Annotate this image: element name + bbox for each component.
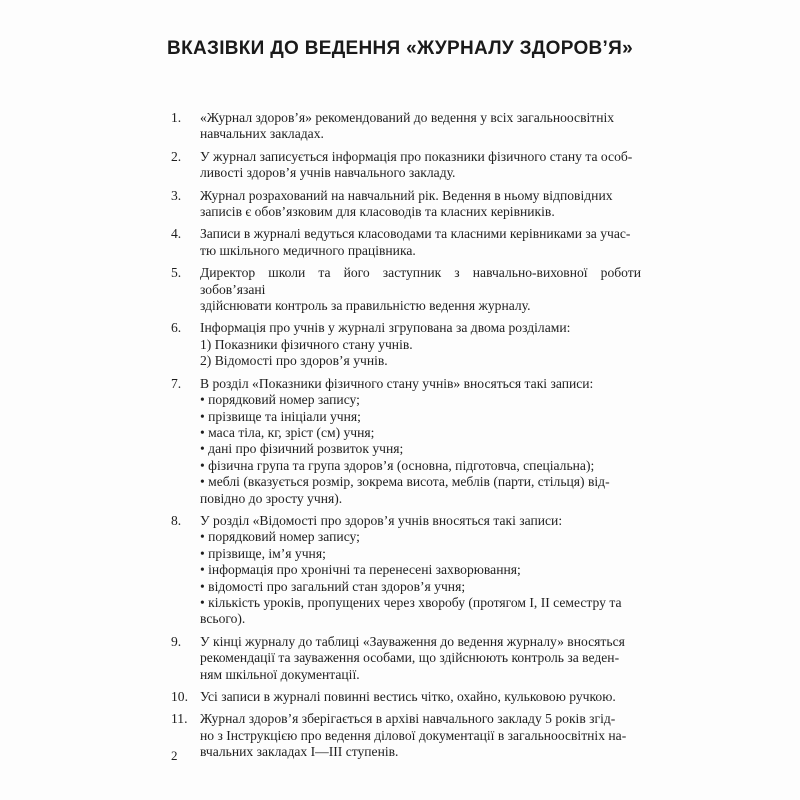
item-line: Журнал здоров’я зберігається в архіві навчального закладу 5 років згід-: [200, 711, 616, 727]
item-line: • інформація про хронічні та перенесені захворювання;: [200, 562, 521, 578]
item-line: вчальних закладах І—ІІІ ступенів.: [200, 744, 399, 760]
item-line: но з Інструкцією про ведення ділової документації в загальноосвітніх на-: [200, 727, 627, 743]
list-item: [171, 711, 641, 760]
item-number: 1.: [171, 110, 182, 125]
item-line: У розділ «Відомості про здоров’я учнів вносяться такі записи:: [200, 512, 563, 528]
item-number: 9.: [171, 633, 182, 649]
item-line: Директор школи та його заступник з навчально-виховної роботи зобов’язані: [200, 265, 641, 297]
item-line: ливості здоров’я учнів навчального закладу.: [200, 165, 456, 181]
item-line: всього).: [200, 611, 246, 627]
item-line: Усі записи в журналі повинні вестись чітко, охайно, кульковою ручкою.: [200, 689, 616, 704]
item-text: [200, 634, 641, 683]
page-number: 2: [171, 748, 178, 763]
item-line: Інформація про учнів у журналі згрупована за двома розділами:: [200, 320, 571, 336]
instructions-list: [171, 110, 641, 767]
list-item: [171, 265, 641, 314]
item-text: [200, 265, 641, 314]
list-item: [171, 188, 641, 221]
item-text: [200, 226, 641, 259]
list-item: [171, 110, 641, 143]
item-text: [200, 110, 641, 143]
list-item: [171, 226, 641, 259]
item-line: • кількість уроків, пропущених через хворобу (протягом І, ІІ семестру та: [200, 594, 622, 610]
item-line: • прізвище та ініціали учня;: [200, 408, 361, 424]
item-number: 3.: [171, 187, 182, 203]
item-line: 1) Показники фізичного стану учнів.: [200, 336, 413, 352]
item-line: здійснювати контроль за правильністю ведення журналу.: [200, 298, 531, 314]
item-text: [200, 376, 641, 507]
item-number: 10.: [171, 689, 188, 704]
item-text: [200, 513, 641, 628]
item-text: [200, 320, 641, 369]
list-item: [171, 320, 641, 369]
item-line: У кінці журналу до таблиці «Зауваження до ведення журналу» вносяться: [200, 633, 625, 649]
list-item: [171, 376, 641, 507]
item-text: [200, 711, 641, 760]
item-line: • дані про фізичний розвиток учня;: [200, 441, 404, 457]
list-item: [171, 513, 641, 628]
item-line: навчальних закладах.: [200, 126, 324, 142]
item-number: 11.: [171, 711, 188, 727]
item-number: 7.: [171, 375, 182, 391]
list-item: [171, 689, 641, 705]
item-line: • відомості про загальний стан здоров’я учня;: [200, 578, 466, 594]
item-number: 2.: [171, 148, 182, 164]
page-title: ВКАЗІВКИ ДО ВЕДЕННЯ «ЖУРНАЛУ ЗДОРОВ’Я»: [167, 38, 633, 59]
item-line: повідно до зросту учня).: [200, 490, 343, 506]
item-line: У журнал записується інформація про показники фізичного стану та особ-: [200, 148, 633, 164]
item-line: «Журнал здоров’я» рекомендований до ведення у всіх загальноосвітніх: [200, 110, 615, 125]
item-line: Журнал розрахований на навчальний рік. Ведення в ньому відповідних: [200, 187, 613, 203]
item-line: • порядковий номер запису;: [200, 529, 360, 545]
item-line: рекомендації та зауваження особами, що здійснюють контроль за веден-: [200, 650, 620, 666]
list-item: [171, 634, 641, 683]
list-item: [171, 149, 641, 182]
item-text: [200, 188, 641, 221]
item-number: 4.: [171, 226, 182, 242]
item-number: 6.: [171, 320, 182, 336]
item-line: 2) Відомості про здоров’я учнів.: [200, 353, 388, 369]
item-line: ням шкільної документації.: [200, 666, 360, 682]
item-line: записів є обов’язковим для класоводів та класних керівників.: [200, 204, 555, 220]
item-line: • фізична група та група здоров’я (основна, підготовча, спеціальна);: [200, 457, 595, 473]
item-number: 5.: [171, 265, 182, 281]
item-text: [200, 149, 641, 182]
item-text: [200, 689, 641, 705]
item-line: • меблі (вказується розмір, зокрема висота, меблів (парти, стільця) від-: [200, 474, 610, 490]
item-line: В розділ «Показники фізичного стану учнів» вносяться такі записи:: [200, 375, 594, 391]
item-line: тю шкільного медичного працівника.: [200, 242, 416, 258]
item-line: • порядковий номер запису;: [200, 392, 360, 408]
item-line: • маса тіла, кг, зріст (см) учня;: [200, 424, 375, 440]
item-line: Записи в журналі ведуться класоводами та класними керівниками за учас-: [200, 226, 631, 242]
item-number: 8.: [171, 512, 182, 528]
item-line: • прізвище, ім’я учня;: [200, 545, 326, 561]
